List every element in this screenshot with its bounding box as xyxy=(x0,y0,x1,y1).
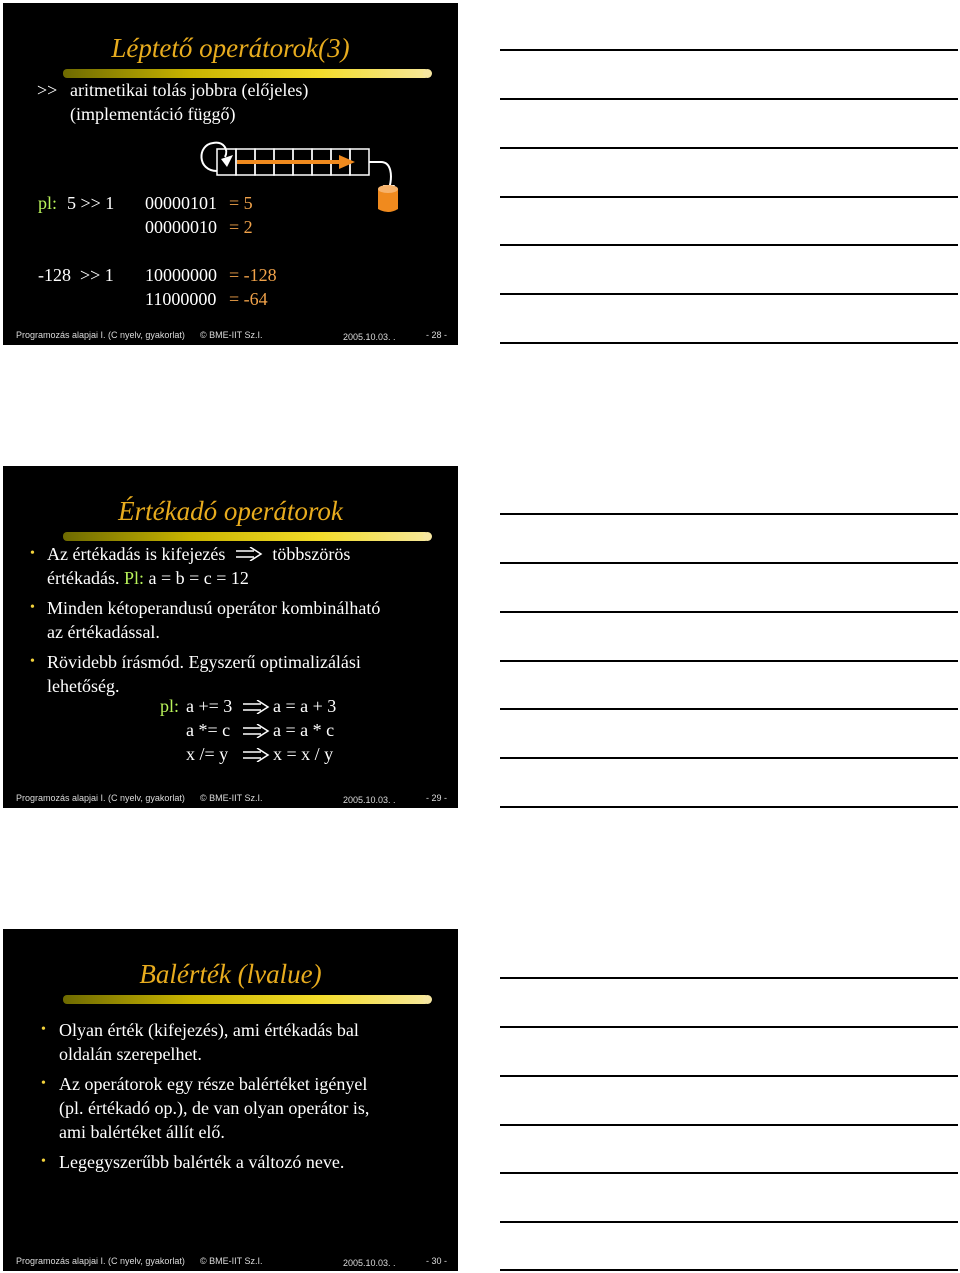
bullet-2-line-3: ami balértéket állít elő. xyxy=(59,1122,225,1142)
note-line[interactable] xyxy=(500,1221,958,1223)
note-line[interactable] xyxy=(500,562,958,564)
footer-date: 2005.10.03. . xyxy=(343,332,396,342)
note-line[interactable] xyxy=(500,513,958,515)
compound-operator: a *= c xyxy=(186,720,231,740)
note-line[interactable] xyxy=(500,147,958,149)
example-expression: -128 >> 1 xyxy=(38,265,114,285)
bullet-icon: • xyxy=(41,1076,46,1091)
compound-operator: a += 3 xyxy=(186,696,233,716)
expanded-form: a = a * c xyxy=(273,720,335,740)
bullet-1-line-2 xyxy=(47,566,249,590)
note-line[interactable] xyxy=(500,1075,958,1077)
note-line[interactable] xyxy=(500,196,958,198)
slide-29 xyxy=(3,466,458,808)
bullet-3-line-1: Rövidebb írásmód. Egyszerű optimalizálási xyxy=(47,652,361,672)
slide-28 xyxy=(3,3,458,345)
note-line[interactable] xyxy=(500,611,958,613)
example-label: pl: xyxy=(38,193,58,213)
bit-bucket-icon xyxy=(376,184,400,214)
expanded-form: x = x / y xyxy=(273,744,334,764)
bullet-icon: • xyxy=(30,600,35,615)
decimal-value: = -128 xyxy=(229,265,277,285)
intro-line-1: aritmetikai tolás jobbra (előjeles) xyxy=(70,80,309,100)
footer-copyright: © BME-IIT Sz.I. xyxy=(200,1256,263,1266)
footer-course: Programozás alapjai I. (C nyelv, gyakorlat) xyxy=(16,793,185,803)
bullet-3-line-2: lehetőség. xyxy=(47,676,120,696)
slide-title: Értékadó operátorok xyxy=(118,496,343,526)
intro-line-2: (implementáció függő) xyxy=(70,104,236,124)
bits-value: 11000000 xyxy=(145,289,217,309)
bullet-1-line-1 xyxy=(47,542,350,566)
title-underline xyxy=(63,532,429,541)
note-line[interactable] xyxy=(500,708,958,710)
bullet-text: Az értékadás is kifejezés xyxy=(47,544,226,564)
footer-date: 2005.10.03. . xyxy=(343,1258,396,1268)
note-line[interactable] xyxy=(500,806,958,808)
bullet-1-line-1: Olyan érték (kifejezés), ami értékadás bal xyxy=(59,1020,359,1040)
bullet-icon: • xyxy=(30,654,35,669)
implies-arrow-icon xyxy=(234,547,264,561)
bullet-2-line-2: az értékadással. xyxy=(47,622,160,642)
example-label: pl: xyxy=(160,696,180,716)
decimal-value: = -64 xyxy=(229,289,268,309)
footer-date: 2005.10.03. . xyxy=(343,795,396,805)
note-line[interactable] xyxy=(500,244,958,246)
footer-copyright: © BME-IIT Sz.I. xyxy=(200,793,263,803)
note-line[interactable] xyxy=(500,1172,958,1174)
note-line[interactable] xyxy=(500,1269,958,1271)
bits-value: 00000010 xyxy=(145,217,217,237)
title-underline xyxy=(63,995,429,1004)
example-expression: 5 >> 1 xyxy=(67,193,115,213)
slide-title: Léptető operátorok(3) xyxy=(111,33,350,63)
title-underline xyxy=(63,69,429,78)
implies-arrow-icon xyxy=(241,700,271,714)
note-line[interactable] xyxy=(500,660,958,662)
note-line[interactable] xyxy=(500,1124,958,1126)
implies-arrow-icon xyxy=(241,748,271,762)
example-label: Pl: xyxy=(123,568,144,588)
bullet-1-line-2: oldalán szerepelhet. xyxy=(59,1044,202,1064)
compound-operator: x /= y xyxy=(186,744,229,764)
bits-value: 00000101 xyxy=(145,193,217,213)
note-line[interactable] xyxy=(500,1026,958,1028)
bullet-2-line-2: (pl. értékadó op.), de van olyan operátor is, xyxy=(59,1098,370,1118)
note-line[interactable] xyxy=(500,757,958,759)
note-line[interactable] xyxy=(500,98,958,100)
bullet-text: a = b = c = 12 xyxy=(148,568,249,588)
bullet-2-line-1: Az operátorok egy része balértéket igényel xyxy=(59,1074,368,1094)
bullet-icon: • xyxy=(41,1154,46,1169)
slide-30 xyxy=(3,929,458,1271)
bullet-text: értékadás. xyxy=(47,568,120,588)
bullet-3-line-1: Legegyszerűbb balérték a változó neve. xyxy=(59,1152,345,1172)
footer-page: - 28 - xyxy=(426,330,448,340)
footer-page: - 30 - xyxy=(426,1256,448,1266)
bits-value: 10000000 xyxy=(145,265,217,285)
bullet-text: többszörös xyxy=(272,544,351,564)
note-line[interactable] xyxy=(500,977,958,979)
footer-course: Programozás alapjai I. (C nyelv, gyakorlat) xyxy=(16,1256,185,1266)
note-line[interactable] xyxy=(500,342,958,344)
decimal-value: = 2 xyxy=(229,217,253,237)
note-line[interactable] xyxy=(500,293,958,295)
bullet-2-line-1: Minden kétoperandusú operátor kombinálható xyxy=(47,598,381,618)
footer-course: Programozás alapjai I. (C nyelv, gyakorlat) xyxy=(16,330,185,340)
operator-symbol: >> xyxy=(37,80,58,100)
bullet-icon: • xyxy=(30,546,35,561)
bullet-icon: • xyxy=(41,1022,46,1037)
note-line[interactable] xyxy=(500,49,958,51)
implies-arrow-icon xyxy=(241,724,271,738)
expanded-form: a = a + 3 xyxy=(273,696,337,716)
slide-title: Balérték (lvalue) xyxy=(139,959,322,989)
footer-page: - 29 - xyxy=(426,793,448,803)
footer-copyright: © BME-IIT Sz.I. xyxy=(200,330,263,340)
decimal-value: = 5 xyxy=(229,193,253,213)
